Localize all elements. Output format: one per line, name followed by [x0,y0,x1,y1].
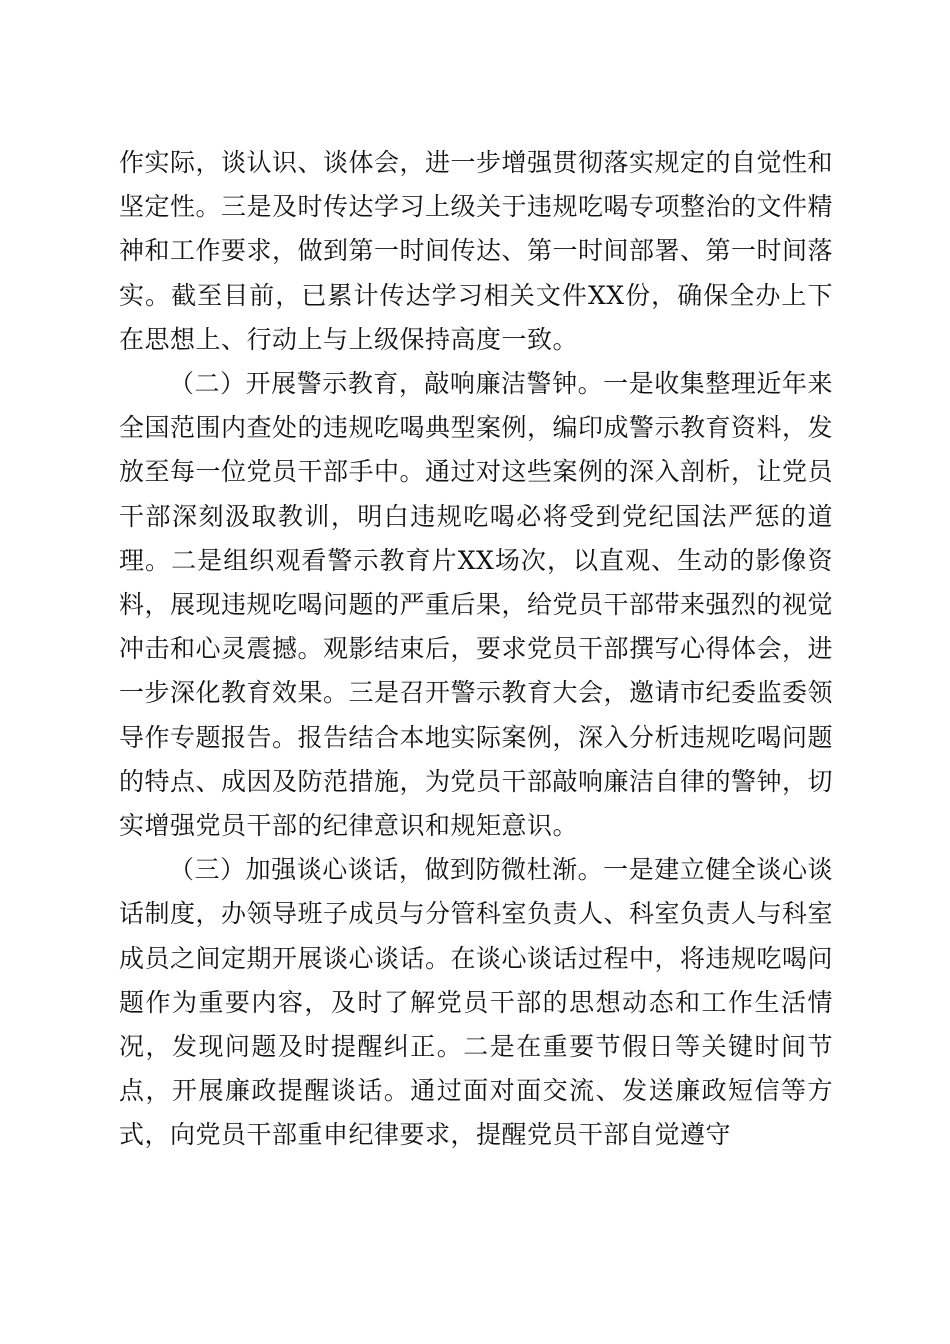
section-heading: （二）开展警示教育，敲响廉洁警钟。 [169,369,604,399]
section-heading: （三）加强谈心谈话，做到防微杜渐。 [169,855,604,885]
paragraph-continuation [119,141,833,362]
paragraph-body: 作实际，谈认识、谈体会，进一步增强贯彻落实规定的自觉性和坚定性。三是及时传达学习上级关于违规吃喝专项整治的文件精神和工作要求，做到第一时间传达、第一时间部署、第一时间落实。截至目前，已累计传达学习相关文件XX份，确保全办上下在思想上、行动上与上级保持高度一致。 [119,148,834,354]
paragraph-body: 一是建立健全谈心谈话制度，办领导班子成员与分管科室负责人、科室负责人与科室成员之间定期开展谈心谈话。在谈心谈话过程中，将违规吃喝问题作为重要内容，及时了解党员干部的思想动态和工作生活情况，发现问题及时提醒纠正。二是在重要节假日等关键时间节点，开展廉政提醒谈话。通过面对面交流、发送廉政短信等方式，向党员干部重申纪律要求，提醒党员干部自觉遵守 [119,855,834,1150]
paragraph-body: 一是收集整理近年来全国范围内查处的违规吃喝典型案例，编印成警示教育资料，发放至每一位党员干部手中。通过对这些案例的深入剖析，让党员干部深刻汲取教训，明白违规吃喝必将受到党纪国法严惩的道理。二是组织观看警示教育片XX场次，以直观、生动的影像资料，展现违规吃喝问题的严重后果，给党员干部带来强烈的视觉冲击和心灵震撼。观影结束后，要求党员干部撰写心得体会，进一步深化教育效果。三是召开警示教育大会，邀请市纪委监委领导作专题报告。报告结合本地实际案例，深入分析违规吃喝问题的特点、成因及防范措施，为党员干部敲响廉洁自律的警钟，切实增强党员干部的纪律意识和规矩意识。 [119,369,834,841]
document-body [119,141,833,1158]
paragraph-section-3 [119,848,833,1157]
paragraph-section-2 [119,362,833,848]
